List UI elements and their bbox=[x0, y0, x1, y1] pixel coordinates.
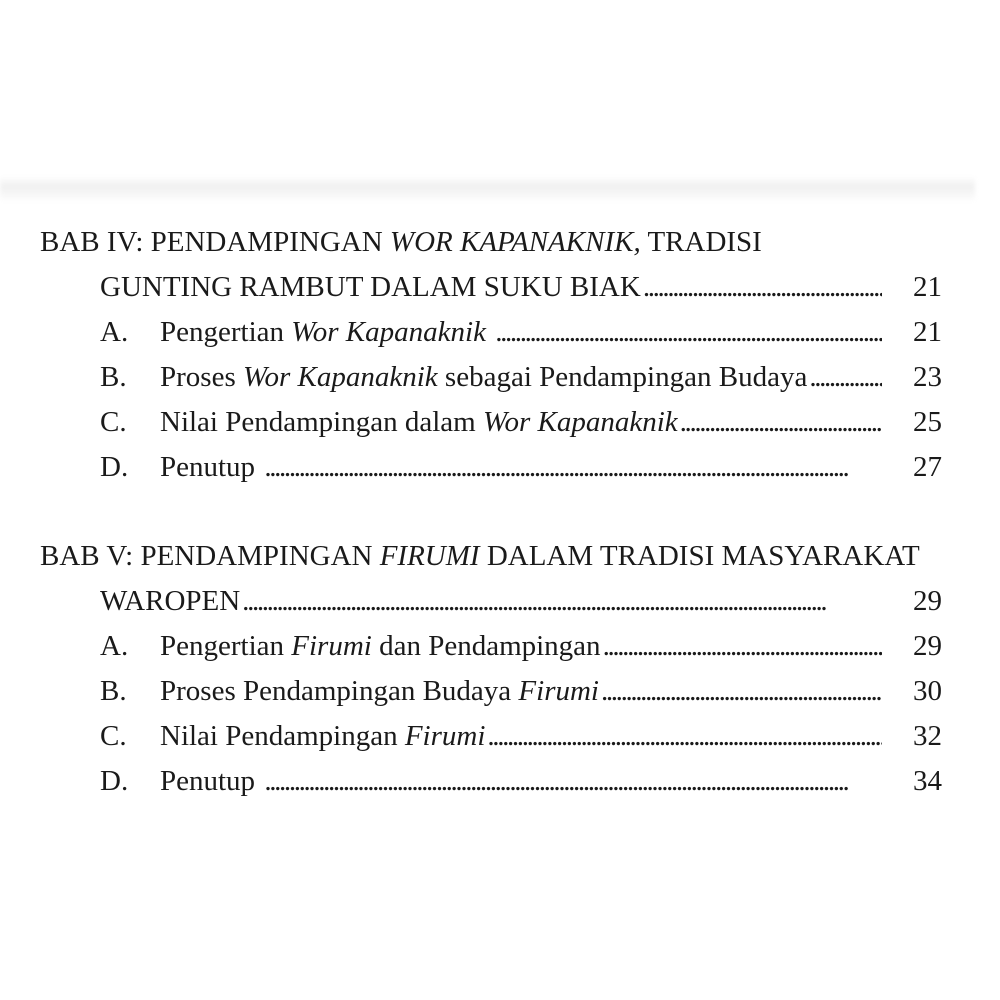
entry-text: Penutup bbox=[160, 765, 263, 797]
dot-leader bbox=[264, 765, 845, 797]
scan-artifact-strip bbox=[0, 176, 975, 202]
entry-italic-text: Firumi bbox=[291, 630, 372, 662]
heading-text: BAB IV: PENDAMPINGAN bbox=[40, 226, 390, 258]
chapter-title-continuation[interactable] bbox=[100, 264, 942, 310]
entry-letter: D. bbox=[100, 765, 129, 797]
page-number: 29 bbox=[913, 630, 942, 662]
chapter-title-continuation[interactable] bbox=[100, 578, 942, 624]
page-number: 21 bbox=[913, 271, 942, 303]
toc-entry[interactable] bbox=[100, 758, 942, 804]
page-number: 27 bbox=[913, 451, 942, 483]
chapter-heading[interactable] bbox=[40, 533, 960, 579]
continuation-text: GUNTING RAMBUT DALAM SUKU BIAK bbox=[100, 271, 641, 303]
toc-entry[interactable] bbox=[100, 623, 942, 669]
dot-leader bbox=[809, 361, 882, 393]
toc-entry[interactable] bbox=[100, 354, 942, 400]
dot-leader bbox=[680, 406, 882, 438]
entry-letter: A. bbox=[100, 316, 129, 348]
page-number: 21 bbox=[913, 316, 942, 348]
entry-text: Pengertian bbox=[160, 316, 292, 348]
heading-text: TRADISI bbox=[640, 226, 762, 258]
chapter-v bbox=[40, 533, 960, 797]
entry-text: Nilai Pendampingan bbox=[160, 720, 405, 752]
entry-letter: B. bbox=[100, 675, 127, 707]
entry-letter: C. bbox=[100, 406, 127, 438]
heading-text: BAB V: PENDAMPINGAN bbox=[40, 540, 380, 572]
entry-text: Proses bbox=[160, 361, 243, 393]
page-number: 23 bbox=[913, 361, 942, 393]
toc-entry[interactable] bbox=[100, 309, 942, 355]
page-number: 34 bbox=[913, 765, 942, 797]
entry-italic-text: Wor Kapanaknik bbox=[291, 316, 486, 348]
toc-entry[interactable] bbox=[100, 713, 942, 759]
chapter-iv bbox=[40, 219, 960, 483]
entry-text: dan Pendampingan bbox=[371, 630, 601, 662]
toc-entry[interactable] bbox=[100, 444, 942, 490]
entry-italic-text: Firumi bbox=[518, 675, 599, 707]
entry-text: sebagai Pendampingan Budaya bbox=[437, 361, 808, 393]
entry-italic-text: Firumi bbox=[404, 720, 486, 752]
entry-text: Proses Pendampingan Budaya bbox=[160, 675, 519, 707]
dot-leader bbox=[601, 675, 882, 707]
dot-leader bbox=[264, 451, 845, 483]
chapter-heading[interactable] bbox=[40, 219, 960, 265]
entry-text: Penutup bbox=[160, 451, 263, 483]
toc-entry[interactable] bbox=[100, 399, 942, 445]
entry-text: Pengertian bbox=[160, 630, 292, 662]
entry-letter: B. bbox=[100, 361, 127, 393]
entry-italic-text: Wor Kapanaknik bbox=[242, 361, 438, 393]
page-number: 29 bbox=[913, 585, 942, 617]
dot-leader bbox=[487, 720, 882, 752]
dot-leader bbox=[603, 630, 882, 662]
dot-leader bbox=[643, 271, 882, 303]
entry-italic-text: Wor Kapanaknik bbox=[482, 406, 678, 438]
dot-leader bbox=[242, 585, 823, 617]
entry-letter: A. bbox=[100, 630, 129, 662]
heading-text: DALAM TRADISI MASYARAKAT bbox=[479, 540, 920, 572]
entry-letter: C. bbox=[100, 720, 127, 752]
toc-entry[interactable] bbox=[100, 668, 942, 714]
entry-text bbox=[486, 316, 493, 348]
dot-leader bbox=[495, 316, 882, 348]
continuation-text: WAROPEN bbox=[100, 585, 241, 617]
page-number: 32 bbox=[913, 720, 942, 752]
page-number: 30 bbox=[913, 675, 942, 707]
heading-italic-text: FIRUMI bbox=[379, 540, 480, 572]
entry-text: Nilai Pendampingan dalam bbox=[160, 406, 483, 438]
heading-italic-text: WOR KAPANAKNIK, bbox=[389, 226, 641, 258]
entry-letter: D. bbox=[100, 451, 129, 483]
page-number: 25 bbox=[913, 406, 942, 438]
